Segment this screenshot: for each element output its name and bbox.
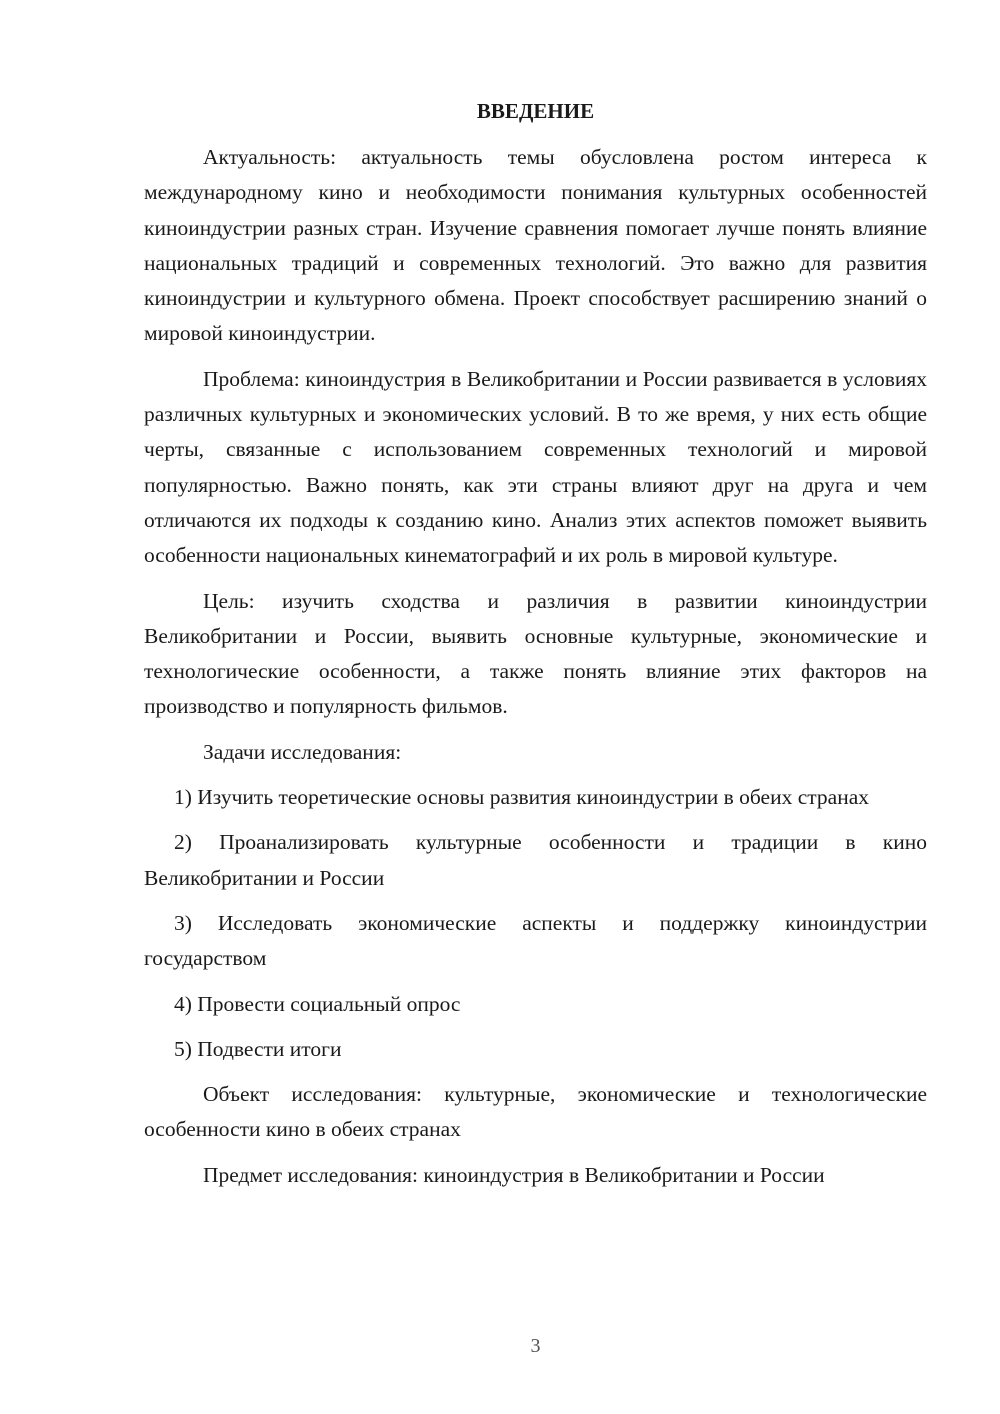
task-item-3: 3) Исследовать экономические аспекты и поддержку киноиндустрии государством: [144, 910, 927, 971]
object-paragraph: Объект исследования: культурные, экономические и технологические особенности кино в обеих странах: [144, 1082, 927, 1142]
page-title: ВВЕДЕНИЕ: [476, 99, 595, 123]
problem-paragraph: Проблема: киноиндустрия в Великобритании и России развивается в условиях различных культурных и экономических условий. В то же время, у них есть общие черты, связанные с использованием современных технологий и мировой популярностью. Важно понять, как эти страны влияют друг на друга и чем отличаются их подходы к созданию кино. Анализ этих аспектов поможет выявить особенности национальных кинематографий и их роль в мировой культуре.: [144, 366, 927, 568]
subject-paragraph: Предмет исследования: киноиндустрия в Великобритании и России: [203, 1162, 825, 1187]
goal-paragraph: Цель: изучить сходства и различия в развитии киноиндустрии Великобритании и России, выявить основные культурные, экономические и технологические особенности, а также понять влияние этих факторов на производство и популярность фильмов.: [144, 588, 927, 719]
task-item-1: 1) Изучить теоретические основы развития киноиндустрии в обеих странах: [174, 785, 869, 810]
document-page: [144, 0, 927, 1414]
relevance-paragraph: Актуальность: актуальность темы обусловлена ростом интереса к международному кино и необходимости понимания культурных особенностей киноиндустрии разных стран. Изучение сравнения помогает лучше понять влияние национальных традиций и современных технологий. Это важно для развития киноиндустрии и культурного обмена. Проект способствует расширению знаний о мировой киноиндустрии.: [144, 145, 927, 346]
tasks-heading: Задачи исследования:: [203, 739, 402, 764]
task-item-2: 2) Проанализировать культурные особенности и традиции в кино Великобритании и России: [144, 830, 927, 890]
document-body: [144, 140, 927, 1203]
page-number: 3: [530, 1335, 541, 1357]
task-item-5: 5) Подвести итоги: [174, 1036, 342, 1061]
task-item-4: 4) Провести социальный опрос: [174, 991, 461, 1016]
